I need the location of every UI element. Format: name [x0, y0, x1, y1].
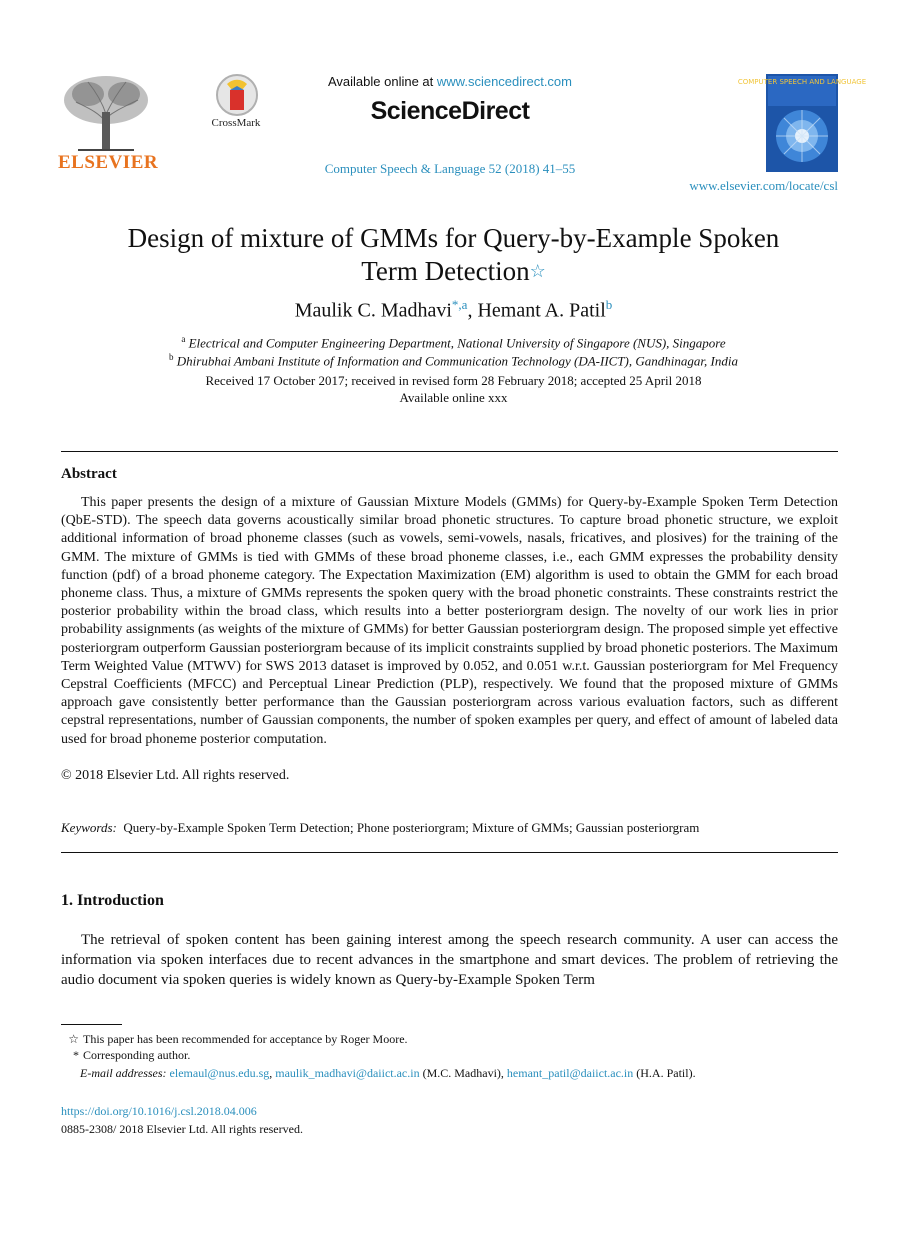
email-link-1[interactable]: elemaul@nus.edu.sg	[169, 1066, 270, 1080]
journal-homepage-url[interactable]: www.elsevier.com/locate/csl	[689, 178, 838, 193]
available-prefix: Available online at	[327, 74, 437, 89]
journal-reference[interactable]: Computer Speech & Language 52 (2018) 41–55	[324, 161, 576, 176]
crossmark-icon	[212, 72, 262, 118]
affiliation-a	[60, 334, 847, 351]
footnote-star	[61, 1032, 838, 1047]
email-label: E-mail addresses:	[80, 1066, 167, 1080]
affiliation-a-mark: a	[181, 334, 186, 344]
introduction-body: The retrieval of spoken content has been gaining interest among the speech research community. A user can access the information via spoken interfaces due to recent advances in the smartphone and smart devices. The problem of retrieving the audio document via spoken queries is widely known as Query-by-Example Spoken Term	[61, 932, 838, 988]
top-divider	[61, 451, 838, 452]
sciencedirect-link[interactable]: www.sciencedirect.com	[436, 74, 572, 89]
author-separator: ,	[467, 299, 478, 322]
title-footnote-star-icon[interactable]: ☆	[529, 261, 546, 281]
doi-link[interactable]	[61, 1104, 257, 1119]
journal-cover-icon	[737, 74, 867, 172]
title-line-1: Design of mixture of GMMs for Query-by-Example Spoken	[127, 223, 780, 253]
available-online-line	[300, 74, 600, 89]
abstract-copyright: © 2018 Elsevier Ltd. All rights reserved.	[61, 768, 290, 783]
author-2-marks[interactable]: b	[605, 297, 613, 312]
doi-url[interactable]: https://doi.org/10.1016/j.csl.2018.04.006	[61, 1104, 257, 1118]
affiliation-b-mark: b	[169, 352, 174, 362]
footnote-asterisk: *	[73, 1048, 79, 1062]
abstract-heading: Abstract	[61, 466, 117, 482]
sciencedirect-wordmark: ScienceDirect	[370, 97, 530, 125]
tree-icon	[58, 72, 154, 152]
footnote-star-text: This paper has been recommended for acceptance by Roger Moore.	[83, 1032, 408, 1046]
footnote-emails	[61, 1066, 838, 1081]
footnote-corresponding	[61, 1048, 838, 1063]
article-title	[60, 222, 847, 288]
journal-homepage-link[interactable]	[640, 178, 838, 194]
keywords-label: Keywords:	[61, 820, 117, 835]
received-dates: Received 17 October 2017; received in revised form 28 February 2018; accepted 25 April 2018	[205, 373, 702, 388]
email-link-2[interactable]: maulik_madhavi@daiict.ac.in	[275, 1066, 420, 1080]
crossmark-label: CrossMark	[211, 117, 261, 129]
elsevier-wordmark: ELSEVIER	[58, 152, 159, 173]
author-2: Hemant A. Patil	[477, 299, 606, 322]
email-2-owner: (M.C. Madhavi),	[419, 1066, 507, 1080]
author-list	[60, 297, 847, 323]
email-separator: ,	[269, 1066, 276, 1080]
email-3-owner: (H.A. Patil).	[633, 1066, 696, 1080]
title-line-2	[60, 255, 847, 288]
footnote-star-icon: ☆	[68, 1032, 79, 1046]
title-line-2-text: Term Detection	[361, 256, 530, 286]
email-link-3[interactable]: hemant_patil@daiict.ac.in	[506, 1066, 634, 1080]
available-online-date: Available online xxx	[399, 390, 508, 405]
issn-line: 0885-2308/ 2018 Elsevier Ltd. All rights reserved.	[61, 1122, 303, 1136]
affiliation-b	[60, 352, 847, 369]
footnote-divider	[61, 1024, 122, 1025]
abstract-bottom-divider	[61, 852, 838, 853]
author-1: Maulik C. Madhavi	[294, 299, 452, 322]
keywords-line	[61, 820, 838, 836]
author-1-marks[interactable]: *,a	[451, 297, 468, 312]
introduction-heading: 1. Introduction	[61, 892, 164, 909]
keywords-list: Query-by-Example Spoken Term Detection; Phone posteriorgram; Mixture of GMMs; Gaussian posteriorgram	[123, 820, 700, 835]
abstract-body: This paper presents the design of a mixture of Gaussian Mixture Models (GMMs) for Query-by-Example Spoken Term Detection (QbE-STD). The speech data governs acoustically similar broad phonetic structures. To capture broad phonetic structure, we exploit additional information of broad phoneme classes (such as vowels, semi-vowels, nasals, fricatives, and plosives) for the training of the GMM. The mixture of GMMs is tied with GMMs of these broad phoneme classes, i.e., each GMM expresses the probability density function (pdf) of a broad phoneme category. The Expectation Maximization (EM) algorithm is used to obtain the GMM for each broad phoneme class. Thus, a mixture of GMMs represents the spoken query with the broad phonetic constraints. These constraints restrict the posterior probability within the broad class, which results into a better posteriorgram design. The novelty of our work lies in prior probability assignments (as weights of the mixture of GMMs) for better Gaussian posteriorgram design. The proposed simple yet effective posteriorgram outperform Gaussian posteriorgram because of its implicit constraints supplied by broad phonetic posteriors. The Maximum Term Weighted Value (MTWV) for SWS 2013 dataset is improved by 0.052, and 0.051 w.r.t. Gaussian posteriorgram for Mel Frequency Cepstral Coefficients (MFCC) and Perceptual Linear Prediction (PLP), respectively. We found that the proposed mixture of GMMs approach gave consistently better performance than the Gaussian posteriorgram across various evaluation factors, such as different cepstral representations, number of Gaussian components, the number of spoken examples per query, and effect of amount of labeled data used for broad phoneme posterior computation.	[61, 495, 838, 747]
affiliation-a-text: Electrical and Computer Engineering Department, National University of Singapore (NUS), Singapore	[188, 335, 726, 351]
journal-cover-image	[737, 74, 867, 172]
affiliation-b-text: Dhirubhai Ambani Institute of Information and Communication Technology (DA-IICT), Gandhinagar, India	[176, 353, 738, 369]
footnote-corresponding-text: Corresponding author.	[83, 1048, 191, 1062]
cover-title-text: COMPUTER SPEECH AND LANGUAGE	[737, 78, 867, 86]
